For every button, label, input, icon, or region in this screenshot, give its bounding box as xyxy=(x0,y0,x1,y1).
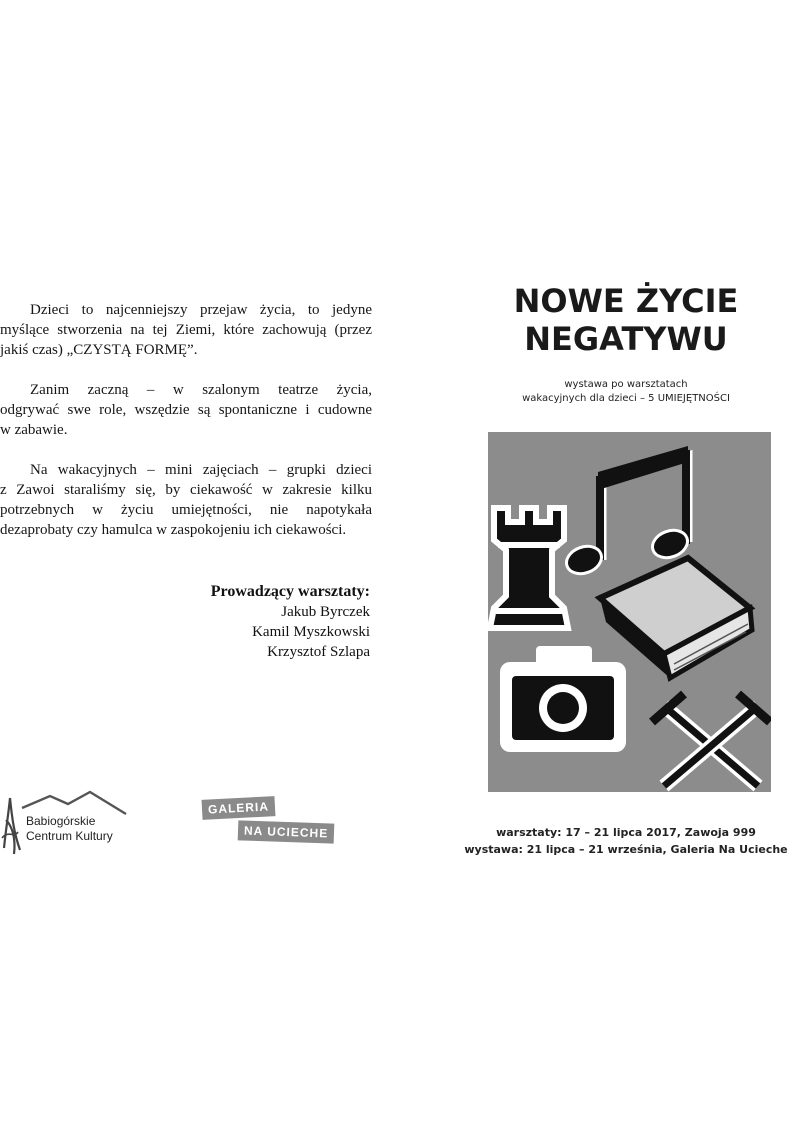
leader-name: Kamil Myszkowski xyxy=(252,624,370,640)
exhibition-title xyxy=(452,282,800,358)
exhibition-dates: wystawa: 21 lipca – 21 września, Galeria Na Ucieche xyxy=(464,843,788,856)
workshop-leaders-title: Prowadzący warsztaty: xyxy=(210,583,370,600)
bck-logo xyxy=(0,778,140,868)
subtitle-line: wystawa po warsztatach xyxy=(564,379,688,390)
intro-text xyxy=(0,300,372,560)
text-line: Zanim zaczną – w szalonym teatrze życia, xyxy=(30,382,372,398)
event-dates xyxy=(452,824,800,858)
galeria-tag: NA UCIECHE xyxy=(238,820,335,843)
book-icon xyxy=(600,558,752,678)
cover-header xyxy=(452,282,800,406)
exhibition-subtitle xyxy=(452,378,800,406)
text-line: Na wakacyjnych – mini zajęciach – grupki dzieci xyxy=(30,462,372,478)
text-line: odgrywać swe role, wszędzie są spontaniczne i cudowne xyxy=(0,402,372,418)
text-line: z Zawoi staraliśmy się, by ciekawość w zakresie kilku xyxy=(0,482,372,498)
text-line: Dzieci to najcenniejszy przejaw życia, to jedyne xyxy=(30,302,372,318)
poster-graphic xyxy=(488,432,771,792)
subtitle-line: wakacyjnych dla dzieci – 5 UMIEJĘTNOŚCI xyxy=(522,393,730,404)
camera-icon xyxy=(500,646,626,752)
text-line: potrzebnych w życiu umiejętności, nie napotykała xyxy=(0,502,372,518)
title-line: NOWE ŻYCIE xyxy=(513,282,739,320)
text-line: w zabawie. xyxy=(0,422,68,438)
text-line: myślące stworzenia na tej Ziemi, które zachowują (przez xyxy=(0,322,372,338)
leader-name: Jakub Byrczek xyxy=(281,604,370,620)
galeria-logo xyxy=(196,794,368,854)
chess-rook-icon xyxy=(490,508,568,628)
paragraph-2 xyxy=(0,380,372,440)
workshop-leaders xyxy=(211,582,370,662)
paragraph-3 xyxy=(0,460,372,540)
leader-name: Krzysztof Szlapa xyxy=(267,644,370,660)
text-line: dezaprobaty czy hamulca w zaspokojeniu ich ciekawości. xyxy=(0,522,347,538)
crossed-swords-icon xyxy=(652,694,770,786)
galeria-tag: GALERIA xyxy=(202,796,276,820)
text-line: jakiś czas) „CZYSTĄ FORMĘ”. xyxy=(0,342,198,358)
bck-name-line: Centrum Kultury xyxy=(26,829,113,843)
music-note-icon xyxy=(563,446,692,578)
paragraph-1 xyxy=(0,300,372,360)
workshop-dates: warsztaty: 17 – 21 lipca 2017, Zawoja 999 xyxy=(496,826,756,839)
bck-name xyxy=(26,814,113,844)
title-line: NEGATYWU xyxy=(524,320,728,358)
bck-name-line: Babiogórskie xyxy=(26,814,96,828)
